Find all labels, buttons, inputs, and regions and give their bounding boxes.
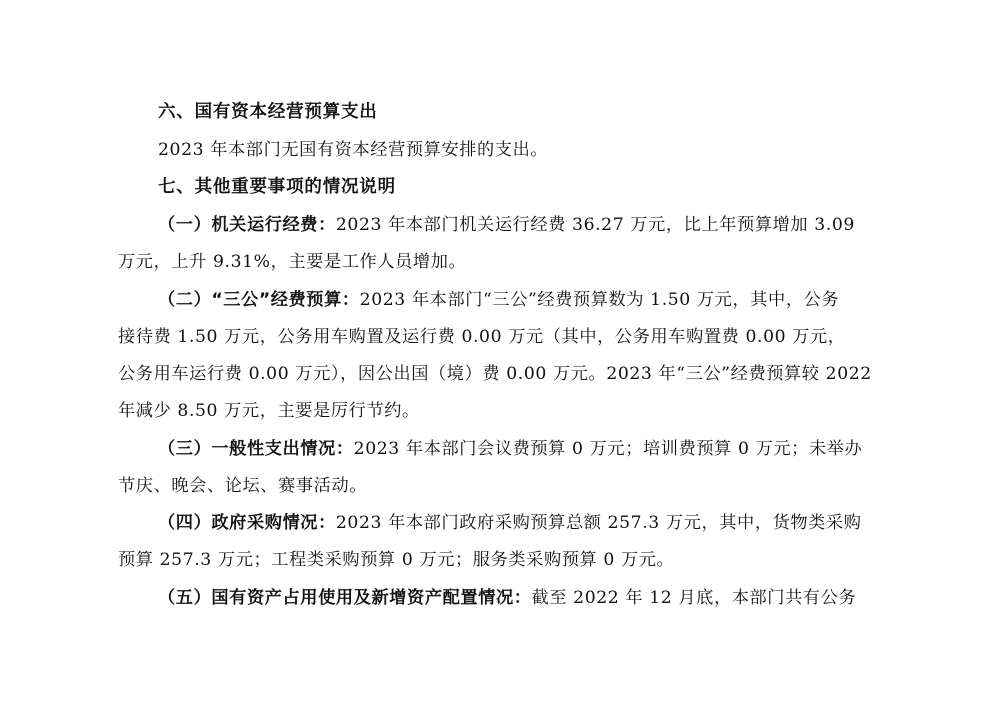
item-3-lead: （三）一般性支出情况：	[158, 439, 354, 459]
item-4-line-2: 预算 257.3 万元；工程类采购预算 0 万元；服务类采购预算 0 万元。	[118, 550, 675, 570]
item-2-line-4: 年减少 8.50 万元，主要是厉行节约。	[118, 401, 420, 421]
item-5-first-line	[158, 584, 888, 612]
item-5-lead: （五）国有资产占用使用及新增资产配置情况：	[158, 588, 532, 608]
section-6-heading: 六、国有资本经营预算支出	[158, 102, 378, 122]
item-2-first-line	[158, 286, 888, 314]
item-1-line-2: 万元，上升 9.31%，主要是工作人员增加。	[118, 252, 467, 272]
item-2-line-3: 公务用车运行费 0.00 万元），因公出国（境）费 0.00 万元。2023 年“三公”经费预算较 2022	[118, 364, 872, 384]
item-4-text: 2023 年本部门政府采购预算总额 257.3 万元，其中，货物类采购	[335, 513, 862, 533]
item-5-text: 截至 2022 年 12 月底，本部门共有公务	[531, 588, 857, 608]
item-4-lead: （四）政府采购情况：	[158, 513, 336, 533]
item-3-line-2: 节庆、晚会、论坛、赛事活动。	[118, 476, 368, 496]
item-2-lead: （二）“三公”经费预算：	[158, 290, 360, 310]
item-1-first-line	[158, 211, 888, 239]
item-3-first-line	[158, 435, 888, 463]
item-2-line-2: 接待费 1.50 万元，公务用车购置及运行费 0.00 万元（其中，公务用车购置费 0.00 万元，	[118, 327, 846, 347]
section-6-body: 2023 年本部门无国有资本经营预算安排的支出。	[158, 140, 549, 160]
item-1-text: 2023 年本部门机关运行经费 36.27 万元，比上年预算增加 3.09	[335, 215, 855, 235]
item-2-text: 2023 年本部门“三公”经费预算数为 1.50 万元，其中，公务	[359, 290, 840, 310]
item-3-text: 2023 年本部门会议费预算 0 万元；培训费预算 0 万元；未举办	[353, 439, 863, 459]
section-7-heading: 七、其他重要事项的情况说明	[158, 177, 396, 197]
item-4-first-line	[158, 509, 888, 537]
item-1-lead: （一）机关运行经费：	[158, 215, 336, 235]
